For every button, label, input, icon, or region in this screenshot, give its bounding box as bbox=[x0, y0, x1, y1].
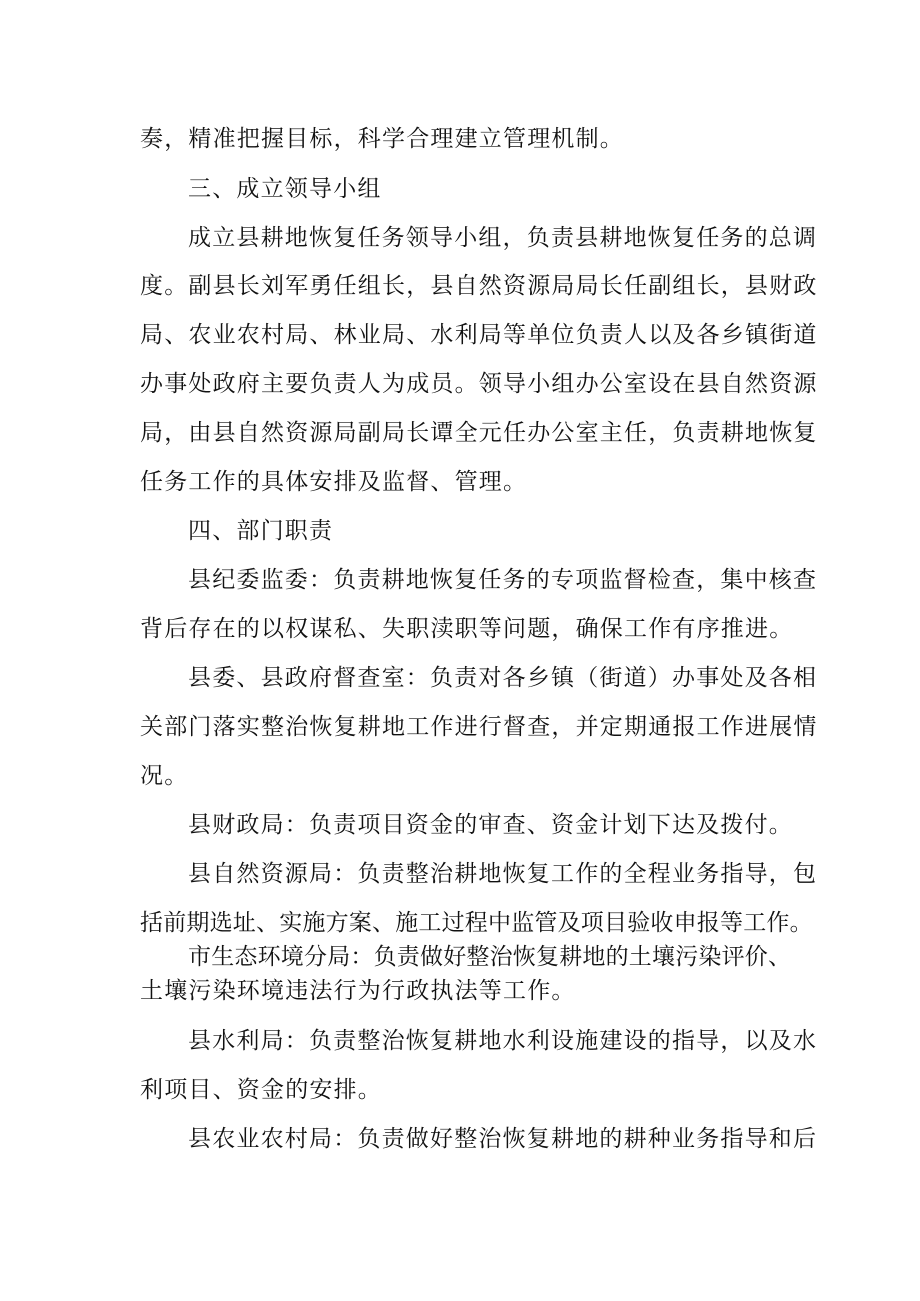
paragraph-line: 县纪委监委：负责耕地恢复任务的专项监督检查，集中核查 bbox=[188, 567, 818, 593]
paragraph-line: 县水利局：负责整治恢复耕地水利设施建设的指导，以及水 bbox=[188, 1028, 818, 1054]
paragraph-line: 县自然资源局：负责整治耕地恢复工作的全程业务指导，包 bbox=[188, 861, 818, 887]
paragraph-line: 奏，精准把握目标，科学合理建立管理机制。 bbox=[140, 126, 624, 152]
paragraph-line: 办事处政府主要负责人为成员。领导小组办公室设在县自然资源 bbox=[140, 371, 818, 397]
paragraph-line: 县财政局：负责项目资金的审查、资金计划下达及拨付。 bbox=[188, 812, 793, 838]
paragraph-line: 括前期选址、实施方案、施工过程中监管及项目验收申报等工作。 bbox=[140, 910, 813, 936]
paragraph-line: 关部门落实整治恢复耕地工作进行督查，并定期通报工作进展情 bbox=[140, 714, 818, 740]
paragraph-line: 市生态环境分局：负责做好整治恢复耕地的土壤污染评价、 bbox=[188, 944, 792, 970]
section-heading: 三、成立领导小组 bbox=[188, 176, 382, 202]
paragraph-line: 任务工作的具体安排及监督、管理。 bbox=[140, 469, 528, 495]
paragraph-line: 成立县耕地恢复任务领导小组，负责县耕地恢复任务的总调 bbox=[188, 225, 818, 251]
paragraph-line: 县农业农村局：负责做好整治恢复耕地的耕种业务指导和后 bbox=[188, 1126, 818, 1152]
paragraph-line: 背后存在的以权谋私、失职渎职等问题，确保工作有序推进。 bbox=[140, 616, 794, 642]
paragraph-line: 局、农业农村局、林业局、水利局等单位负责人以及各乡镇街道 bbox=[140, 322, 818, 348]
paragraph-line: 县委、县政府督查室：负责对各乡镇（街道）办事处及各相 bbox=[188, 665, 818, 691]
paragraph-line: 况。 bbox=[140, 763, 189, 789]
paragraph-line: 利项目、资金的安排。 bbox=[140, 1077, 382, 1103]
section-heading: 四、部门职责 bbox=[188, 518, 334, 544]
paragraph-line: 土壤污染环境违法行为行政执法等工作。 bbox=[140, 978, 576, 1004]
paragraph-line: 局，由县自然资源局副局长谭全元任办公室主任，负责耕地恢复 bbox=[140, 420, 818, 446]
paragraph-line: 度。副县长刘军勇任组长，县自然资源局局长任副组长，县财政 bbox=[140, 273, 818, 299]
